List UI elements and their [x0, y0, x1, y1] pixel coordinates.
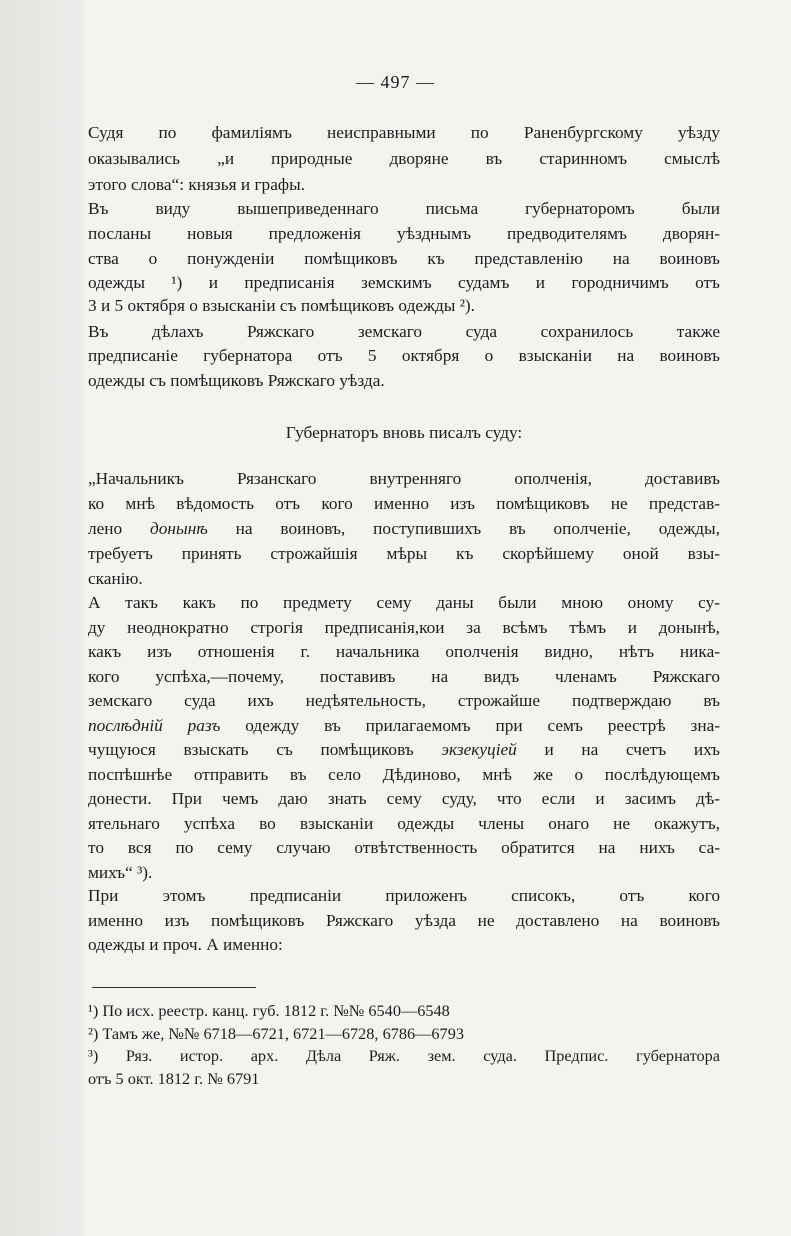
- quote-line: то вся по сему случаю отвѣтственность обратится на нихъ са-: [88, 838, 720, 857]
- quote-line: [88, 737, 720, 763]
- body-line: Судя по фамиліямъ неисправными по Раненбургскому уѣзду: [88, 123, 720, 142]
- body-line: оказывались „и природные дворяне въ старинномъ смыслѣ: [88, 149, 720, 168]
- italic-emphasis: послѣдній разъ: [88, 716, 221, 735]
- body-line: одежды съ помѣщиковъ Ряжскаго уѣзда.: [88, 371, 385, 390]
- quote-text: одежду въ прилагаемомъ при семъ реестрѣ зна-: [220, 716, 720, 735]
- quote-line: требуетъ принять строжайшія мѣры къ скорѣйшему оной взы-: [88, 544, 720, 563]
- quote-line: какъ изъ отношенія г. начальника ополченія видно, нѣтъ ника-: [88, 642, 720, 661]
- quote-line: михъ“ ³).: [88, 863, 153, 882]
- footnote: отъ 5 окт. 1812 г. № 6791: [88, 1069, 260, 1088]
- quote-text: чущуюся взыскать съ помѣщиковъ: [88, 740, 442, 759]
- quote-line: донести. При чемъ даю знать сему суду, что если и засимъ дѣ-: [88, 789, 720, 808]
- quote-line: кого успѣха,—почему, поставивъ на видъ членамъ Ряжскаго: [88, 667, 720, 686]
- body-line: ства о понужденіи помѣщиковъ къ представленію на воиновъ: [88, 249, 720, 268]
- section-heading: Губернаторъ вновь писалъ суду:: [285, 423, 523, 442]
- quote-text: и на счетъ ихъ: [516, 740, 720, 759]
- page-gutter: [0, 0, 84, 1236]
- quote-text: лено: [88, 519, 151, 538]
- footnote: ³) Ряз. истор. арх. Дѣла Ряж. зем. суда. Предпис. губернатора: [88, 1046, 720, 1065]
- quote-text: на воиновъ, поступившихъ въ ополченіе, одежды,: [207, 519, 720, 538]
- body-line: При этомъ предписаніи приложенъ списокъ, отъ кого: [88, 886, 720, 905]
- italic-emphasis: донынѣ: [150, 519, 208, 538]
- quote-line: земскаго суда ихъ недѣятельность, строжайше подтверждаю въ: [88, 691, 720, 710]
- body-line: 3 и 5 октября о взысканіи съ помѣщиковъ одежды ²).: [88, 296, 475, 315]
- body-line: именно изъ помѣщиковъ Ряжскаго уѣзда не доставлено на воиновъ: [88, 911, 720, 930]
- body-line: Въ виду вышеприведеннаго письма губернаторомъ были: [88, 199, 720, 218]
- quote-line: ду неоднократно строгія предписанія,кои за всѣмъ тѣмъ и донынѣ,: [88, 618, 720, 637]
- body-line: Въ дѣлахъ Ряжскаго земскаго суда сохранилось также: [88, 322, 720, 341]
- footnote: ¹) По исх. реестр. канц. губ. 1812 г. №№ 6540—6548: [88, 1001, 450, 1020]
- quote-line: А такъ какъ по предмету сему даны были мною оному су-: [88, 593, 720, 612]
- quote-line: поспѣшнѣе отправить въ село Дѣдиново, мнѣ же о послѣдующемъ: [88, 765, 720, 784]
- body-line: этого слова“: князья и графы.: [88, 175, 305, 194]
- quote-line: „Начальникъ Рязанскаго внутренняго ополченія, доставивъ: [88, 469, 720, 488]
- quote-line: [88, 516, 720, 542]
- body-line: одежды ¹) и предписанія земскимъ судамъ и городничимъ отъ: [88, 273, 720, 292]
- page-number: — 497 —: [356, 72, 435, 92]
- quote-line: ко мнѣ вѣдомость отъ кого именно изъ помѣщиковъ не представ-: [88, 494, 720, 513]
- italic-emphasis: экзекуціей: [441, 740, 517, 759]
- body-line: предписаніе губернатора отъ 5 октября о взысканіи на воиновъ: [88, 346, 720, 365]
- body-line: одежды и проч. А именно:: [88, 935, 283, 954]
- footnote-divider: [92, 987, 256, 988]
- quote-line: ятельнаго успѣха во взысканіи одежды члены онаго не окажутъ,: [88, 814, 720, 833]
- quote-line: [88, 713, 720, 739]
- quote-line: сканію.: [88, 569, 143, 588]
- body-line: посланы новыя предложенія уѣзднымъ предводителямъ дворян-: [88, 224, 720, 243]
- footnote: ²) Тамъ же, №№ 6718—6721, 6721—6728, 6786—6793: [88, 1024, 464, 1043]
